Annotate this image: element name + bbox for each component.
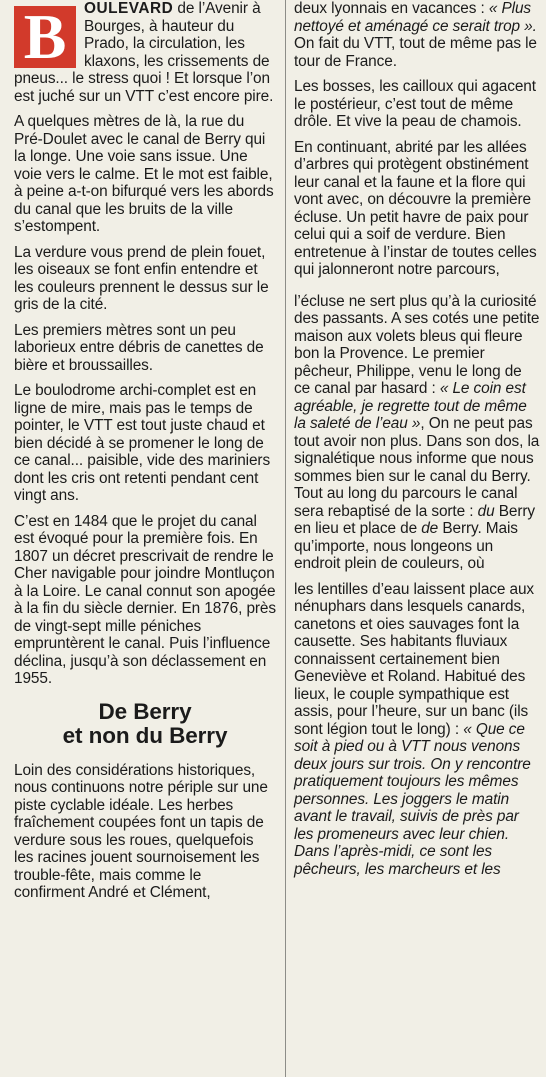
paragraph-histoire-canal: C’est en 1484 que le projet du canal est évoqué pour la première fois. En 1807 un décret prescrivait de rendre le Cher navigable pour joindre Montluçon à la Loire. Le canal connut son apogée à la fin du siècle dernier. En 1876, près de vingt-sept mille péniches empruntèrent le canal. Puis l’influence déclina, jusqu’à son déclassement en 1955. — [14, 512, 276, 687]
paragraph-premiers-metres: Les premiers mètres sont un peu laborieux entre débris de canettes de bière et broussailles. — [14, 321, 264, 374]
column-divider — [285, 0, 286, 1077]
section-heading — [14, 700, 276, 748]
text: On fait du VTT, tout de même pas le tour de France. — [294, 35, 537, 70]
opening-word: OULEVARD — [84, 0, 174, 17]
left-column — [14, 0, 276, 910]
text: Berry. Mais qu’importe, nous longeons un endroit plein de couleurs, où — [294, 520, 518, 572]
paragraph-rue-pre-doulet: A quelques mètres de là, la rue du Pré-Doulet avec le canal de Berry qui la longe. Une voie sans issue. Une voie vers le calme. Et le mot est faible, à peine a-t-on bifurqué vers les abords du canal que les bruits de la ville s’estompent. — [14, 113, 274, 235]
paragraph-boulodrome: Le boulodrome archi-complet est en ligne de mire, mais pas le temps de pointer, le VTT est tout juste chaud et bien décidé à se promener le long de ce canal... paisible, vide des mariniers dont les cris ont retenti pendant cent vingt ans. — [14, 382, 271, 504]
paragraph-lyonnais — [294, 0, 540, 70]
paragraph-nenuphars — [294, 581, 540, 879]
quote: « Le coin est agréable, je regrette tout de même la saleté de l’eau » — [294, 380, 527, 432]
paragraph-ecluse: En continuant, abrité par les allées d’arbres qui protègent obstinément leur canal et la faune et la flore qui vont avec, on découvre la première écluse. Un petit havre de paix pour celui qui a soif de verdure. Bien entretenue à l’instar de toutes celles qui jalonneront notre parcours, — [294, 138, 537, 278]
opening-text: de l’Avenir à Bourges, à hauteur du Prado, la circulation, les klaxons, les crissements de pneus... le stress quoi ! Et lorsque l’on est juché sur un VTT c’est encore pire. — [14, 0, 274, 105]
text: Berry en lieu et place de — [294, 502, 535, 537]
text: l’écluse ne sert plus qu’à la curiosité des passants. A ses cotés une petite maison aux volets bleus qui fleure bon la Provence. Le premier pêcheur, Philippe, venu le long de ce canal par hasard : — [294, 292, 540, 397]
paragraph-pecheur — [294, 293, 540, 573]
quote: « Plus nettoyé et aménagé ce serait trop ». — [294, 0, 537, 35]
emphasis: du — [477, 502, 495, 520]
opening-paragraph — [14, 0, 276, 105]
text: deux lyonnais en vacances : — [294, 0, 489, 17]
paragraph-verdure: La verdure vous prend de plein fouet, les oiseaux se font enfin entendre et les couleurs prennent le dessus sur le gris de la cité. — [14, 243, 269, 313]
emphasis: de — [421, 520, 439, 537]
text: les lentilles d’eau laissent place aux nénuphars dans lesquels canards, canetons et oies sauvages font la causette. Ses habitants fluviaux connaissent certainement bien Geneviève et Roland. Habitué des lieux, le couple sympathique est assis, pour l’heure, sur un banc (ils sont légion tout le long) : — [294, 580, 535, 738]
paragraph-piste-cyclable: Loin des considérations historiques, nous continuons notre périple sur une piste cyclable idéale. Les herbes fraîchement coupées font un tapis de verdure sous les roues, quelquefois les racines jouent sournoisement les trouble-fête, mais comme le confirment André et Clément, — [14, 761, 268, 901]
heading-line-2: et non du Berry — [62, 722, 228, 748]
paragraph-bosses: Les bosses, les cailloux qui agacent le postérieur, c’est tout de même drôle. Et vive la peau de chamois. — [294, 78, 536, 130]
heading-line-1: De Berry — [98, 698, 192, 724]
drop-cap: B — [14, 6, 76, 68]
text: , On ne peut pas tout avoir non plus. Dans son dos, la signalétique nous informe que nous sommes bien sur le canal du Berry. Tout au long du parcours le canal sera rebaptisé de la sorte : — [294, 415, 540, 520]
quote: « Que ce soit à pied ou à VTT nous venons deux jours sur trois. On y rencontre pratiquement toujours les mêmes personnes. Les joggers le matin avant le travail, suivis de près par les promeneurs avec leur chien. Dans l’après-midi, ce sont les pêcheurs, les marcheurs et les — [294, 720, 531, 878]
right-column — [294, 0, 540, 886]
